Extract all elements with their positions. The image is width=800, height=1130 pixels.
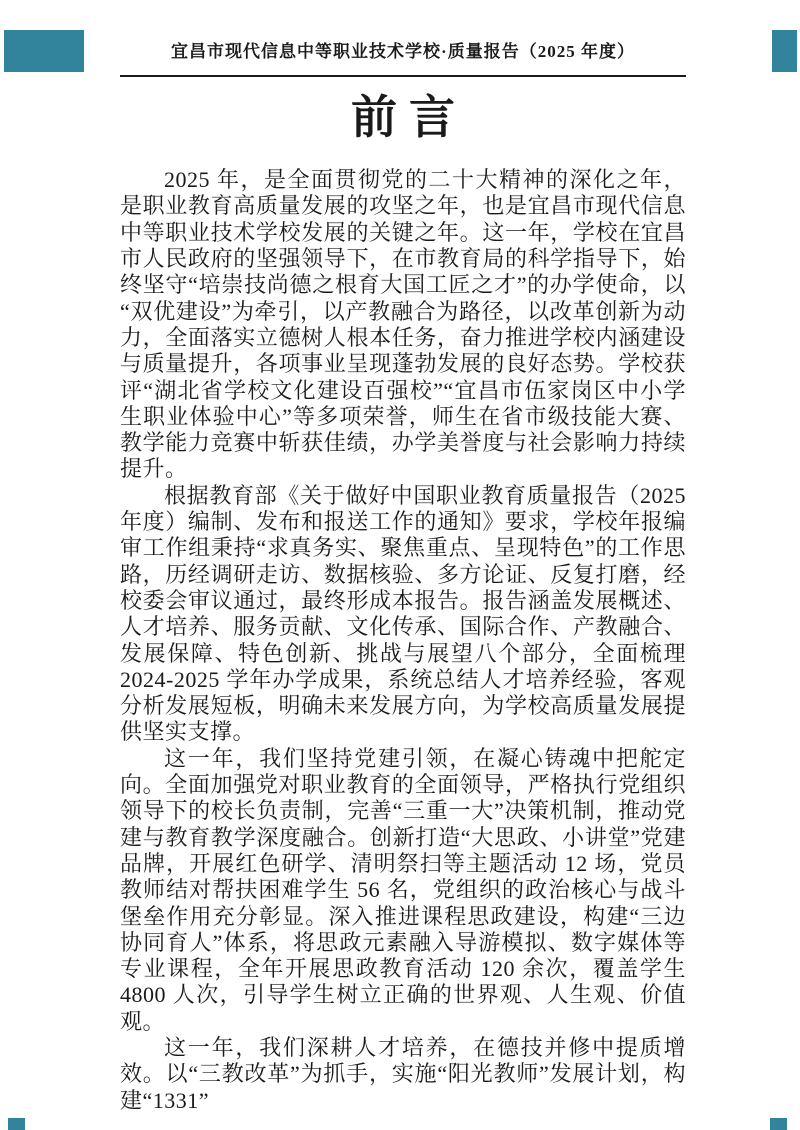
paragraph-party-building: 这一年，我们坚持党建引领，在凝心铸魂中把舵定向。全面加强党对职业教育的全面领导，严格执行党组织领导下的校长负责制，完善“三重一大”决策机制，推动党建与教育教学深度融合。创新打造“大思政、小讲堂”党建品牌，开展红色研学、清明祭扫等主题活动 12 场，党员教师结对帮扶困难学生 56 名，党组织的政治核心与战斗堡垒作用充分彰显。深入推进课程思政建设，构建“三边协同育人”体系，将思政元素融入导游模拟、数字媒体等专业课程，全年开展思政教育活动 120 余次，覆盖学生 4800 人次，引导学生树立正确的世界观、人生观、价值观。 bbox=[120, 745, 686, 1034]
corner-accent-top-left bbox=[4, 30, 84, 72]
corner-accent-bottom-right bbox=[770, 1118, 787, 1130]
page-header bbox=[120, 0, 686, 77]
header-title: 宜昌市现代信息中等职业技术学校·质量报告（2025 年度） bbox=[171, 42, 635, 61]
document-body bbox=[120, 90, 686, 1114]
corner-accent-top-right bbox=[772, 30, 797, 72]
document-title: 前言 bbox=[351, 92, 467, 143]
paragraph-report-basis: 根据教育部《关于做好中国职业教育质量报告（2025 年度）编制、发布和报送工作的通知》要求，学校年报编审工作组秉持“求真务实、聚焦重点、呈现特色”的工作思路，历经调研走访、数据核验、多方论证、反复打磨，经校委会审议通过，最终形成本报告。报告涵盖发展概述、人才培养、服务贡献、文化传承、国际合作、产教融合、发展保障、特色创新、挑战与展望八个部分，全面梳理 2024-2025 学年办学成果，系统总结人才培养经验，客观分析发展短板，明确未来发展方向，为学校高质量发展提供坚实支撑。 bbox=[120, 482, 686, 745]
paragraph-overview: 2025 年，是全面贯彻党的二十大精神的深化之年，是职业教育高质量发展的攻坚之年，也是宜昌市现代信息中等职业技术学校发展的关键之年。这一年，学校在宜昌市人民政府的坚强领导下，在市教育局的科学指导下，始终坚守“培崇技尚德之根育大国工匠之才”的办学使命，以“双优建设”为牵引，以产教融合为路径，以改革创新为动力，全面落实立德树人根本任务，奋力推进学校内涵建设与质量提升，各项事业呈现蓬勃发展的良好态势。学校获评“湖北省学校文化建设百强校”“宜昌市伍家岗区中小学生职业体验中心”等多项荣誉，师生在省市级技能大赛、教学能力竞赛中斩获佳绩，办学美誉度与社会影响力持续提升。 bbox=[120, 167, 686, 482]
paragraph-talent-cultivation: 这一年，我们深耕人才培养，在德技并修中提质增效。以“三教改革”为抓手，实施“阳光教师”发展计划，构建“1331” bbox=[120, 1034, 686, 1113]
header-rule bbox=[120, 75, 686, 77]
corner-accent-bottom-left bbox=[8, 1118, 25, 1130]
